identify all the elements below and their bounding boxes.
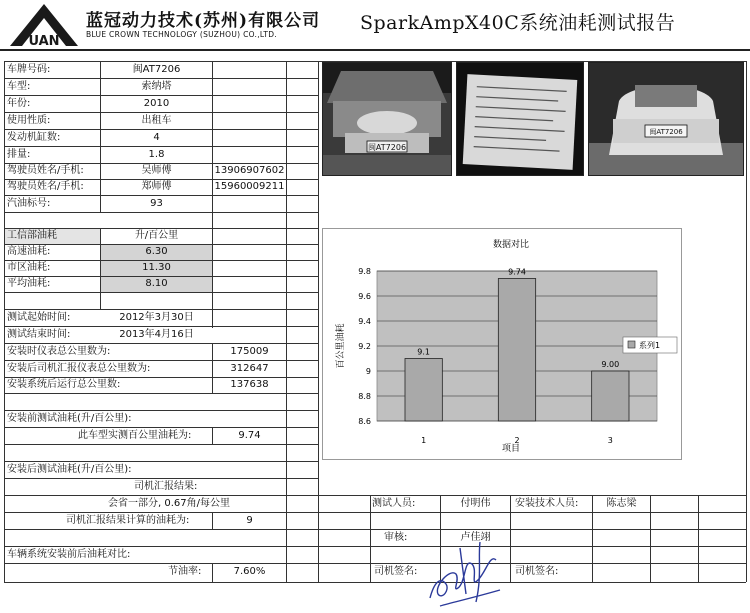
fuel-unit: 升/百公里 [134, 230, 179, 241]
year-value: 2010 [143, 98, 170, 109]
highway-value: 6.30 [145, 246, 168, 257]
avg-value: 8.10 [145, 278, 168, 289]
computed-label: 司机汇报结果计算的油耗为: [66, 515, 190, 526]
measured-value: 9.74 [238, 430, 261, 441]
chart-y-tick-label: 9.6 [358, 292, 371, 301]
reviewer-label: 审核: [384, 532, 408, 543]
driver1-name: 吴师傅 [141, 165, 172, 176]
plate-label: 车牌号码: [7, 64, 51, 75]
driver-sign-label: 司机签名: [374, 566, 418, 577]
company-name-en: BLUE CROWN TECHNOLOGY (SUZHOU) CO.,LTD. [86, 30, 277, 39]
after-odo-value: 312647 [230, 363, 269, 374]
chart-title: 数据对比 [492, 240, 530, 250]
photo-engine-bay [322, 62, 452, 176]
chart-legend-swatch [628, 341, 635, 348]
chart-y-tick-label: 8.6 [358, 417, 371, 426]
photo-registration-document [456, 62, 584, 176]
before-test-label: 安装前测试油耗(升/百公里): [7, 413, 132, 424]
city-value: 11.30 [142, 262, 171, 273]
chart-x-axis-label: 项目 [501, 444, 521, 454]
after-test-label: 安装后测试油耗(升/百公里): [7, 464, 132, 475]
driver2-label: 驾驶员姓名/手机: [7, 181, 84, 192]
start-label: 测试起始时间: [7, 312, 71, 323]
handwritten-signature [420, 528, 510, 613]
octane-label: 汽油标号: [7, 198, 51, 209]
driver1-label: 驾驶员姓名/手机: [7, 165, 84, 176]
driver1-phone: 13906907602 [214, 165, 285, 176]
reviewer-name: 卢佳翊 [460, 532, 491, 543]
end-value: 2013年4月16日 [119, 329, 194, 340]
chart-y-tick-label: 9.4 [358, 317, 371, 326]
measured-label: 此车型实测百公里油耗为: [78, 430, 192, 441]
chart-data-label: 9.74 [508, 267, 526, 277]
photo1-plate-text: 闽AT7206 [367, 143, 407, 152]
chart-legend [623, 337, 677, 353]
chart-bar [498, 279, 535, 422]
chart-y-axis-label: 百公里油耗 [336, 323, 346, 369]
comparison-chart [322, 228, 682, 460]
chart-x-tick-label: 1 [421, 436, 427, 445]
chart-canvas [323, 229, 681, 459]
driver2-name: 郑师傅 [141, 181, 172, 192]
displacement-label: 排量: [7, 149, 31, 160]
chart-bar [405, 359, 442, 422]
driver-report-label: 司机汇报结果: [134, 481, 198, 492]
installer-name: 陈志梁 [606, 498, 637, 509]
start-value: 2012年3月30日 [119, 312, 194, 323]
driver2-phone: 15960009211 [214, 181, 285, 192]
driver-sign-label-2: 司机签名: [515, 566, 559, 577]
octane-value: 93 [150, 198, 163, 209]
logo-text: UAN [28, 34, 60, 48]
displacement-value: 1.8 [148, 149, 165, 160]
after-odo-label: 安装后司机汇报仪表总公里数为: [7, 363, 151, 374]
chart-y-tick-label: 8.8 [358, 392, 371, 401]
company-logo [8, 2, 80, 48]
odo-value: 175009 [230, 346, 269, 357]
photo3-plate-text: 闽AT7206 [649, 128, 683, 136]
saving-rate-value: 7.60% [233, 566, 266, 577]
chart-y-tick-label: 9.2 [358, 342, 371, 351]
usage-label: 使用性质: [7, 115, 51, 126]
chart-x-tick-label: 2 [514, 436, 520, 445]
highway-label: 高速油耗: [7, 246, 51, 257]
computed-value: 9 [246, 515, 253, 526]
chart-x-tick-label: 3 [607, 436, 613, 445]
end-label: 测试结束时间: [7, 329, 71, 340]
header-divider [0, 49, 750, 51]
chart-y-tick-label: 9 [365, 367, 371, 376]
year-label: 年份: [7, 98, 31, 109]
cylinders-label: 发动机缸数: [7, 132, 61, 143]
report-title: SparkAmpX40C系统油耗测试报告 [360, 12, 676, 34]
saving-rate-label: 节油率: [168, 566, 202, 577]
run-value: 137638 [230, 379, 269, 390]
chart-bar [592, 371, 629, 421]
cylinders-value: 4 [153, 132, 160, 143]
chart-data-label: 9.00 [601, 360, 620, 369]
chart-data-label: 9.1 [417, 347, 431, 357]
fuel-section-label: 工信部油耗 [7, 230, 57, 241]
tester-name: 付明伟 [460, 498, 491, 509]
saving-note: 会省一部分, 0.67角/每公里 [108, 498, 230, 509]
model-value: 索纳塔 [141, 81, 172, 92]
company-name-cn: 蓝冠动力技术(苏州)有限公司 [86, 11, 321, 31]
run-label: 安装系统后运行总公里数: [7, 379, 121, 390]
plate-value: 闽AT7206 [132, 64, 181, 75]
odo-label: 安装时仪表总公里数为: [7, 346, 111, 357]
chart-legend-label: 系列1 [639, 341, 661, 350]
photo-car-rear [588, 62, 744, 176]
compare-label: 车辆系统安装前后油耗对比: [7, 549, 131, 560]
city-label: 市区油耗: [7, 262, 51, 273]
installer-label: 安装技术人员: [515, 498, 579, 509]
model-label: 车型: [7, 81, 31, 92]
chart-y-tick-label: 9.8 [358, 267, 371, 276]
avg-label: 平均油耗: [7, 278, 51, 289]
tester-label: 测试人员: [372, 498, 416, 509]
usage-value: 出租车 [141, 115, 172, 126]
